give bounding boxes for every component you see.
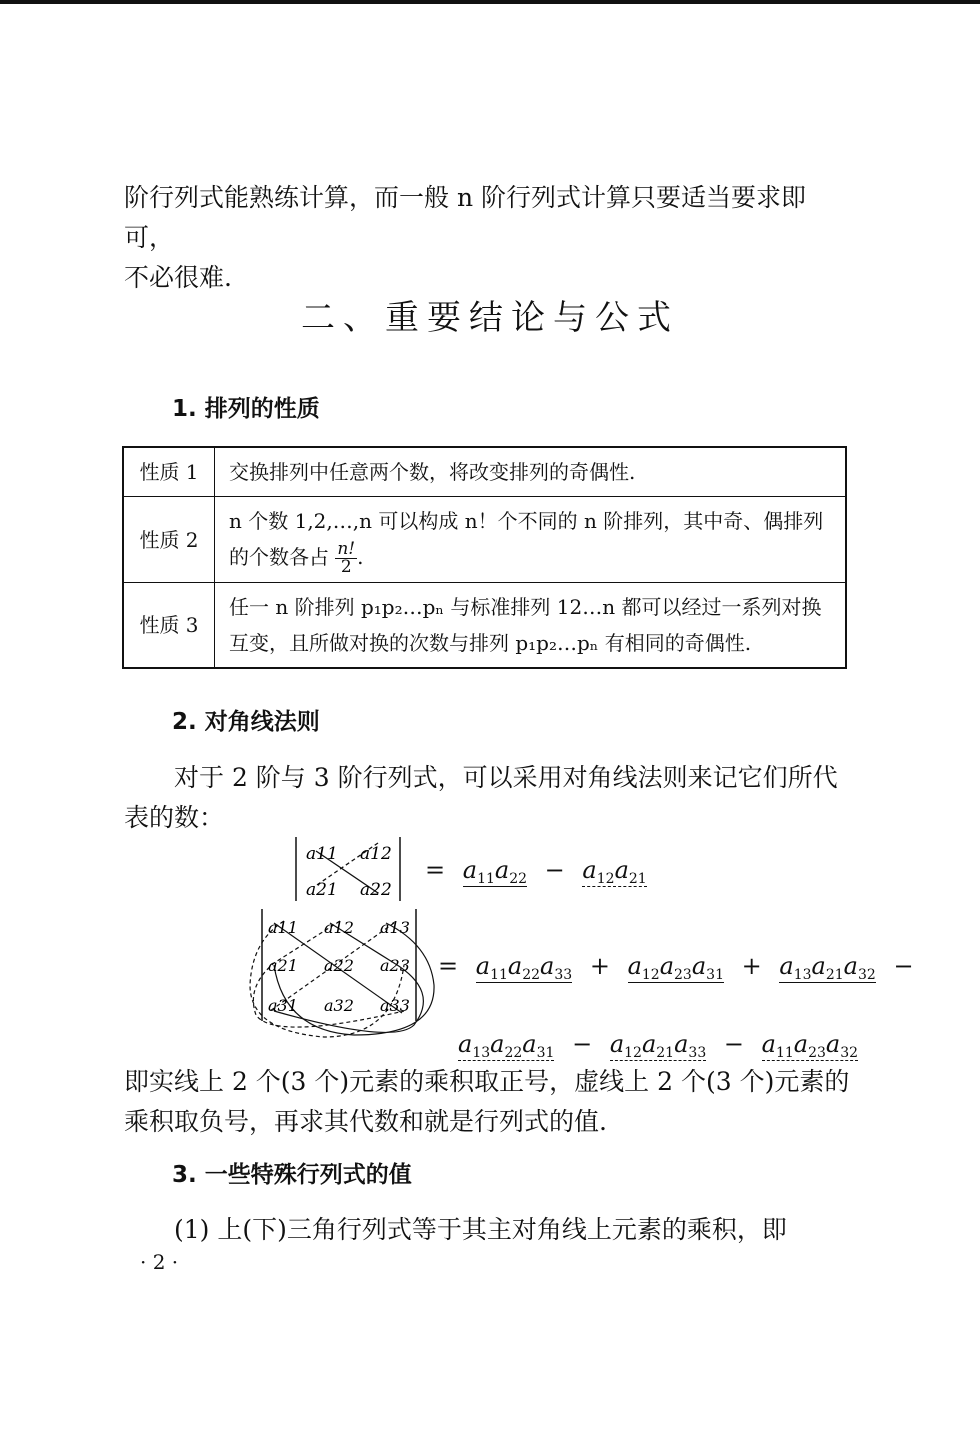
property-text	[215, 497, 847, 583]
det3-positive-term-2: $a_{12}a_{23}a_{31}$	[627, 952, 724, 983]
property-row-3	[123, 583, 846, 669]
det3-dashed-loop-2	[250, 921, 404, 1037]
subsection-3-title: 3. 一些特殊行列式的值	[172, 1162, 412, 1188]
det3-cell-31: a31	[268, 996, 298, 1015]
det3-cell-13: a13	[380, 918, 410, 937]
det2-positive-term: $a_{11}a_{22}$	[462, 856, 528, 887]
property-name: 性质 1	[123, 447, 215, 497]
diagonal-intro-line-1: 对于 2 阶与 3 阶行列式，可以采用对角线法则来记它们所代	[174, 763, 838, 792]
det3-cell-11: a11	[268, 918, 298, 937]
intro-paragraph	[124, 178, 854, 298]
det3-negative-term-3: $a_{11}a_{23}a_{32}$	[761, 1030, 859, 1061]
plus-sign: +	[589, 952, 610, 980]
det2-negative-term: $a_{12}a_{21}$	[582, 856, 647, 887]
minus-sign: −	[572, 1030, 593, 1058]
fraction-numerator: n!	[337, 539, 356, 559]
minus-sign: −	[723, 1030, 744, 1058]
plus-sign: +	[741, 952, 762, 980]
subsection-2-title: 2. 对角线法则	[172, 709, 320, 735]
det3-cell-22: a22	[324, 956, 354, 975]
det2-expansion	[415, 856, 647, 887]
property-row-2	[123, 497, 846, 583]
property-name: 性质 2	[123, 497, 215, 583]
det3-negative-term-2: $a_{12}a_{21}a_{33}$	[609, 1030, 707, 1061]
det3-diagram	[244, 905, 444, 1045]
det3-cell-33: a33	[380, 996, 410, 1015]
fraction	[335, 541, 357, 576]
det3-expansion-negative	[458, 1030, 858, 1061]
section-title: 二、重要结论与公式	[301, 298, 679, 338]
det3-positive-term-3: $a_{13}a_{21}a_{32}$	[779, 952, 876, 983]
fraction-denominator: 2	[340, 557, 352, 577]
equals-sign: =	[425, 856, 446, 884]
intro-line-1: 阶行列式能熟练计算，而一般 n 阶行列式计算只要适当要求即可，	[124, 183, 806, 252]
det2-cell-21: a21	[306, 880, 338, 900]
det2-cell-22: a22	[360, 880, 392, 900]
property-text-b: .	[357, 545, 364, 569]
det3-cell-12: a12	[324, 918, 354, 937]
det2-cell-11: a11	[306, 844, 338, 864]
diagonal-note	[124, 1062, 854, 1142]
det3-cell-23: a23	[380, 956, 410, 975]
det3-expansion-positive	[428, 952, 924, 983]
diagonal-note-line-2: 乘积取负号，再求其代数和就是行列式的值.	[124, 1107, 607, 1136]
page-number: · 2 ·	[140, 1250, 179, 1274]
diagonal-intro	[124, 758, 854, 838]
properties-table	[122, 446, 847, 669]
diagonal-note-line-1: 即实线上 2 个(3 个)元素的乘积取正号，虚线上 2 个(3 个)元素的	[124, 1067, 850, 1096]
det3-positive-term-1: $a_{11}a_{22}a_{33}$	[475, 952, 573, 983]
property-row-1	[123, 447, 846, 497]
property-text-a: n 个数 1,2,…,n 可以构成 n！个不同的 n 阶排列，其中奇、偶排列的个数各占	[229, 509, 824, 569]
minus-sign: −	[544, 856, 565, 884]
intro-line-2: 不必很难.	[124, 263, 232, 292]
property-text: 任一 n 阶排列 p₁p₂…pₙ 与标准排列 12…n 都可以经过一系列对换互变，且所做对换的次数与排列 p₁p₂…pₙ 有相同的奇偶性.	[215, 583, 847, 669]
det3-cell-21: a21	[268, 956, 298, 975]
property-text: 交换排列中任意两个数，将改变排列的奇偶性.	[215, 447, 847, 497]
det3-cell-32: a32	[324, 996, 354, 1015]
subsection-1-title: 1. 排列的性质	[172, 396, 320, 422]
diagonal-intro-line-2: 表的数：	[124, 803, 225, 832]
equals-sign: =	[438, 952, 459, 980]
det3-negative-term-1: $a_{13}a_{22}a_{31}$	[458, 1030, 555, 1061]
triangular-statement: (1) 上(下)三角行列式等于其主对角线上元素的乘积，即	[174, 1215, 787, 1244]
top-rule	[0, 0, 980, 4]
det2-cell-12: a12	[360, 844, 392, 864]
det2-diagram	[292, 835, 412, 905]
minus-sign: −	[893, 952, 914, 980]
property-name: 性质 3	[123, 583, 215, 669]
